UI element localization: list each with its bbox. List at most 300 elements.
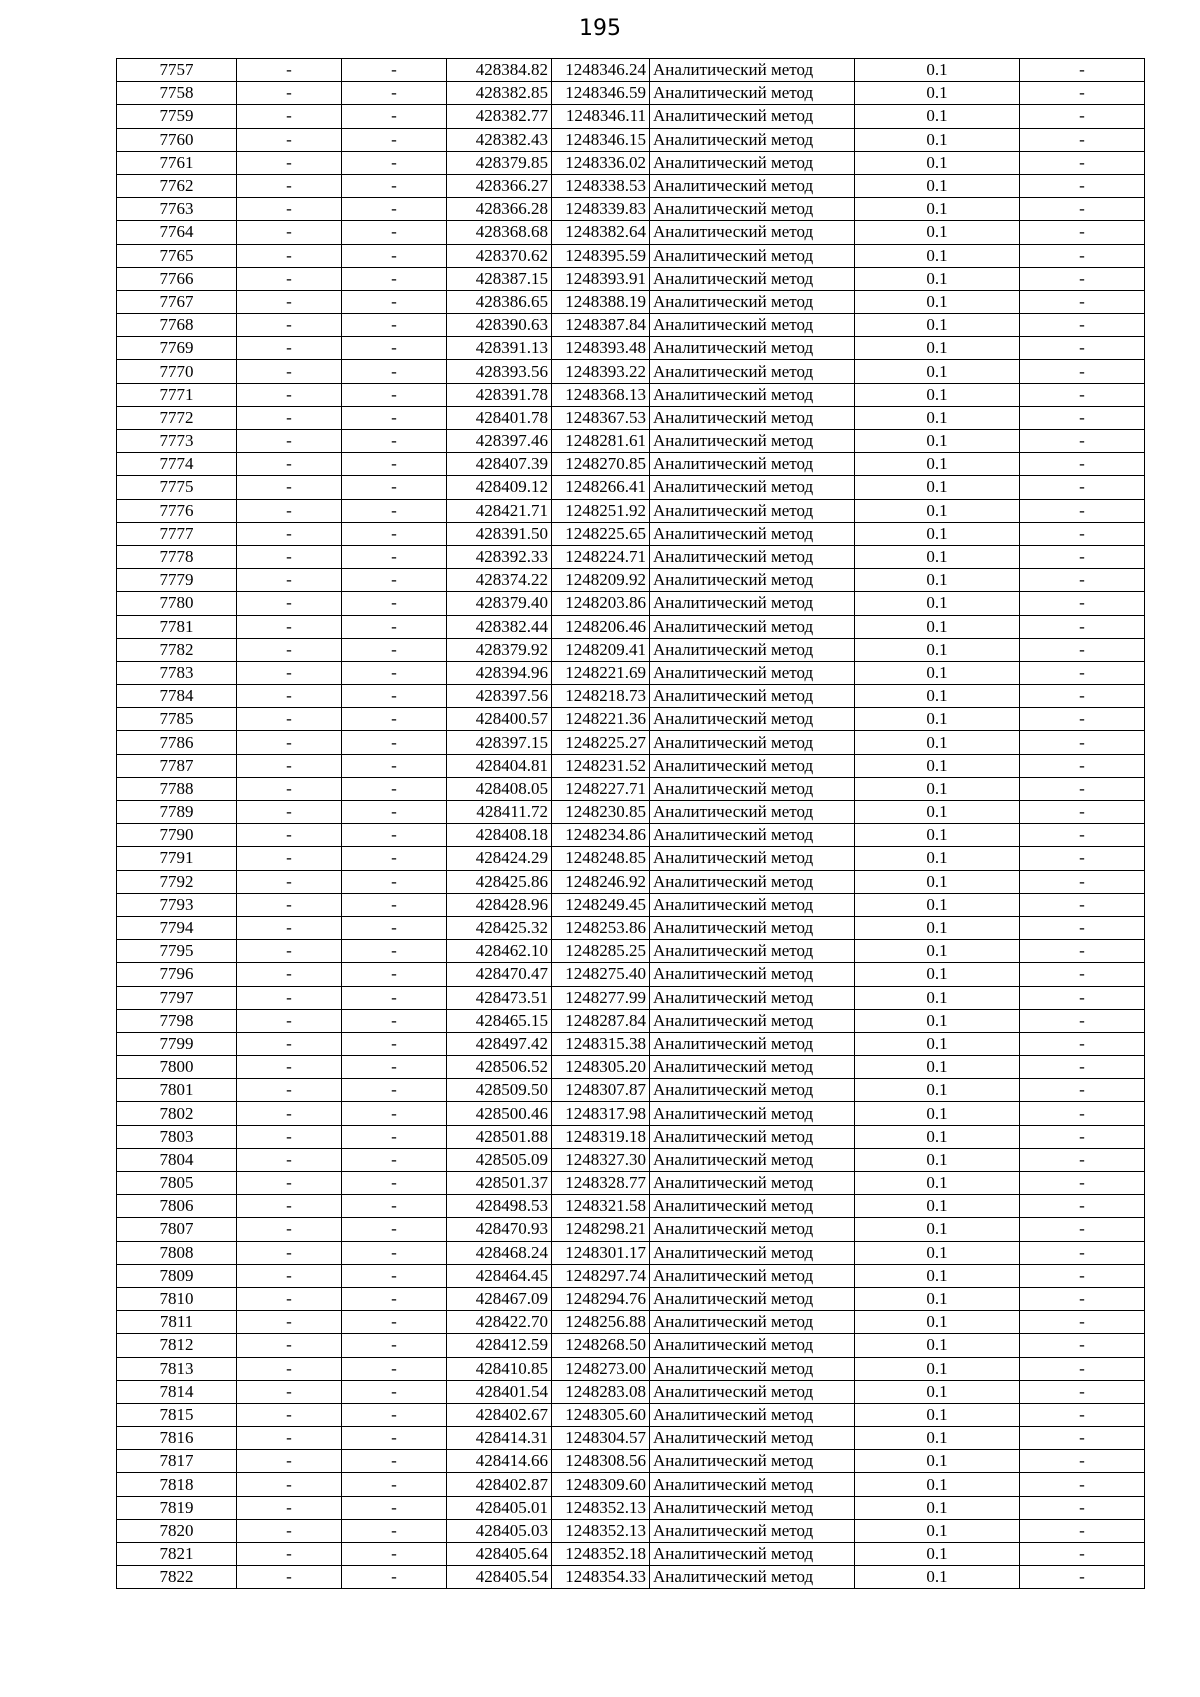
y-coordinate-cell: 1248285.25 xyxy=(552,940,650,963)
accuracy-cell: 0.1 xyxy=(855,1403,1020,1426)
empty-cell-3: - xyxy=(1020,731,1145,754)
x-coordinate-cell: 428405.54 xyxy=(447,1566,552,1589)
point-number-cell: 7763 xyxy=(117,198,237,221)
y-coordinate-cell: 1248231.52 xyxy=(552,754,650,777)
accuracy-cell: 0.1 xyxy=(855,1380,1020,1403)
accuracy-cell: 0.1 xyxy=(855,1032,1020,1055)
empty-cell-2: - xyxy=(342,615,447,638)
table-row xyxy=(117,1264,1145,1287)
y-coordinate-cell: 1248346.15 xyxy=(552,128,650,151)
empty-cell-1: - xyxy=(237,777,342,800)
x-coordinate-cell: 428421.71 xyxy=(447,499,552,522)
empty-cell-3: - xyxy=(1020,1450,1145,1473)
accuracy-cell: 0.1 xyxy=(855,569,1020,592)
method-cell: Аналитический метод xyxy=(650,661,855,684)
table-row xyxy=(117,592,1145,615)
accuracy-cell: 0.1 xyxy=(855,105,1020,128)
x-coordinate-cell: 428407.39 xyxy=(447,453,552,476)
empty-cell-2: - xyxy=(342,1473,447,1496)
x-coordinate-cell: 428386.65 xyxy=(447,290,552,313)
x-coordinate-cell: 428382.77 xyxy=(447,105,552,128)
table-row xyxy=(117,1496,1145,1519)
table-row xyxy=(117,963,1145,986)
y-coordinate-cell: 1248297.74 xyxy=(552,1264,650,1287)
empty-cell-3: - xyxy=(1020,754,1145,777)
x-coordinate-cell: 428500.46 xyxy=(447,1102,552,1125)
accuracy-cell: 0.1 xyxy=(855,1566,1020,1589)
y-coordinate-cell: 1248224.71 xyxy=(552,545,650,568)
x-coordinate-cell: 428384.82 xyxy=(447,59,552,82)
empty-cell-3: - xyxy=(1020,267,1145,290)
empty-cell-2: - xyxy=(342,267,447,290)
method-cell: Аналитический метод xyxy=(650,986,855,1009)
method-cell: Аналитический метод xyxy=(650,337,855,360)
point-number-cell: 7816 xyxy=(117,1427,237,1450)
method-cell: Аналитический метод xyxy=(650,1357,855,1380)
empty-cell-2: - xyxy=(342,1241,447,1264)
empty-cell-1: - xyxy=(237,174,342,197)
table-row xyxy=(117,1056,1145,1079)
method-cell: Аналитический метод xyxy=(650,569,855,592)
x-coordinate-cell: 428392.33 xyxy=(447,545,552,568)
empty-cell-2: - xyxy=(342,1427,447,1450)
empty-cell-1: - xyxy=(237,105,342,128)
empty-cell-3: - xyxy=(1020,337,1145,360)
empty-cell-1: - xyxy=(237,708,342,731)
empty-cell-2: - xyxy=(342,1172,447,1195)
y-coordinate-cell: 1248367.53 xyxy=(552,406,650,429)
x-coordinate-cell: 428509.50 xyxy=(447,1079,552,1102)
empty-cell-1: - xyxy=(237,128,342,151)
accuracy-cell: 0.1 xyxy=(855,174,1020,197)
empty-cell-2: - xyxy=(342,314,447,337)
empty-cell-3: - xyxy=(1020,198,1145,221)
point-number-cell: 7785 xyxy=(117,708,237,731)
point-number-cell: 7762 xyxy=(117,174,237,197)
empty-cell-1: - xyxy=(237,1241,342,1264)
empty-cell-3: - xyxy=(1020,406,1145,429)
accuracy-cell: 0.1 xyxy=(855,244,1020,267)
empty-cell-1: - xyxy=(237,244,342,267)
method-cell: Аналитический метод xyxy=(650,59,855,82)
x-coordinate-cell: 428497.42 xyxy=(447,1032,552,1055)
x-coordinate-cell: 428467.09 xyxy=(447,1287,552,1310)
x-coordinate-cell: 428425.32 xyxy=(447,916,552,939)
table-row xyxy=(117,847,1145,870)
table-row xyxy=(117,545,1145,568)
point-number-cell: 7777 xyxy=(117,522,237,545)
method-cell: Аналитический метод xyxy=(650,1566,855,1589)
accuracy-cell: 0.1 xyxy=(855,801,1020,824)
empty-cell-1: - xyxy=(237,1357,342,1380)
table-row xyxy=(117,360,1145,383)
table-row xyxy=(117,221,1145,244)
x-coordinate-cell: 428470.93 xyxy=(447,1218,552,1241)
accuracy-cell: 0.1 xyxy=(855,1125,1020,1148)
empty-cell-3: - xyxy=(1020,847,1145,870)
accuracy-cell: 0.1 xyxy=(855,1287,1020,1310)
empty-cell-2: - xyxy=(342,1264,447,1287)
method-cell: Аналитический метод xyxy=(650,221,855,244)
empty-cell-2: - xyxy=(342,360,447,383)
method-cell: Аналитический метод xyxy=(650,128,855,151)
empty-cell-3: - xyxy=(1020,522,1145,545)
point-number-cell: 7801 xyxy=(117,1079,237,1102)
accuracy-cell: 0.1 xyxy=(855,1519,1020,1542)
table-row xyxy=(117,383,1145,406)
empty-cell-2: - xyxy=(342,1357,447,1380)
method-cell: Аналитический метод xyxy=(650,685,855,708)
point-number-cell: 7795 xyxy=(117,940,237,963)
empty-cell-3: - xyxy=(1020,1079,1145,1102)
y-coordinate-cell: 1248346.11 xyxy=(552,105,650,128)
accuracy-cell: 0.1 xyxy=(855,430,1020,453)
x-coordinate-cell: 428464.45 xyxy=(447,1264,552,1287)
y-coordinate-cell: 1248277.99 xyxy=(552,986,650,1009)
method-cell: Аналитический метод xyxy=(650,1032,855,1055)
table-row xyxy=(117,1032,1145,1055)
empty-cell-1: - xyxy=(237,1056,342,1079)
method-cell: Аналитический метод xyxy=(650,1102,855,1125)
x-coordinate-cell: 428422.70 xyxy=(447,1311,552,1334)
empty-cell-2: - xyxy=(342,731,447,754)
point-number-cell: 7813 xyxy=(117,1357,237,1380)
x-coordinate-cell: 428379.40 xyxy=(447,592,552,615)
empty-cell-2: - xyxy=(342,244,447,267)
method-cell: Аналитический метод xyxy=(650,638,855,661)
accuracy-cell: 0.1 xyxy=(855,731,1020,754)
empty-cell-1: - xyxy=(237,383,342,406)
table-row xyxy=(117,1566,1145,1589)
point-number-cell: 7775 xyxy=(117,476,237,499)
x-coordinate-cell: 428405.64 xyxy=(447,1543,552,1566)
method-cell: Аналитический метод xyxy=(650,1125,855,1148)
method-cell: Аналитический метод xyxy=(650,592,855,615)
empty-cell-2: - xyxy=(342,569,447,592)
y-coordinate-cell: 1248270.85 xyxy=(552,453,650,476)
accuracy-cell: 0.1 xyxy=(855,545,1020,568)
accuracy-cell: 0.1 xyxy=(855,337,1020,360)
empty-cell-3: - xyxy=(1020,1125,1145,1148)
table-row xyxy=(117,1172,1145,1195)
x-coordinate-cell: 428414.31 xyxy=(447,1427,552,1450)
accuracy-cell: 0.1 xyxy=(855,1334,1020,1357)
table-row xyxy=(117,1148,1145,1171)
empty-cell-1: - xyxy=(237,893,342,916)
method-cell: Аналитический метод xyxy=(650,1380,855,1403)
x-coordinate-cell: 428379.85 xyxy=(447,151,552,174)
point-number-cell: 7807 xyxy=(117,1218,237,1241)
empty-cell-3: - xyxy=(1020,801,1145,824)
x-coordinate-cell: 428405.03 xyxy=(447,1519,552,1542)
empty-cell-3: - xyxy=(1020,777,1145,800)
empty-cell-2: - xyxy=(342,128,447,151)
point-number-cell: 7797 xyxy=(117,986,237,1009)
accuracy-cell: 0.1 xyxy=(855,1496,1020,1519)
method-cell: Аналитический метод xyxy=(650,1056,855,1079)
empty-cell-2: - xyxy=(342,1148,447,1171)
table-row xyxy=(117,685,1145,708)
table-row xyxy=(117,1543,1145,1566)
empty-cell-3: - xyxy=(1020,592,1145,615)
accuracy-cell: 0.1 xyxy=(855,963,1020,986)
method-cell: Аналитический метод xyxy=(650,916,855,939)
empty-cell-2: - xyxy=(342,847,447,870)
accuracy-cell: 0.1 xyxy=(855,615,1020,638)
x-coordinate-cell: 428468.24 xyxy=(447,1241,552,1264)
accuracy-cell: 0.1 xyxy=(855,592,1020,615)
x-coordinate-cell: 428465.15 xyxy=(447,1009,552,1032)
accuracy-cell: 0.1 xyxy=(855,1264,1020,1287)
point-number-cell: 7768 xyxy=(117,314,237,337)
method-cell: Аналитический метод xyxy=(650,476,855,499)
empty-cell-2: - xyxy=(342,963,447,986)
empty-cell-2: - xyxy=(342,430,447,453)
point-number-cell: 7767 xyxy=(117,290,237,313)
point-number-cell: 7806 xyxy=(117,1195,237,1218)
x-coordinate-cell: 428374.22 xyxy=(447,569,552,592)
point-number-cell: 7782 xyxy=(117,638,237,661)
empty-cell-1: - xyxy=(237,406,342,429)
empty-cell-1: - xyxy=(237,731,342,754)
empty-cell-3: - xyxy=(1020,1380,1145,1403)
accuracy-cell: 0.1 xyxy=(855,661,1020,684)
empty-cell-1: - xyxy=(237,198,342,221)
y-coordinate-cell: 1248338.53 xyxy=(552,174,650,197)
table-row xyxy=(117,1380,1145,1403)
y-coordinate-cell: 1248287.84 xyxy=(552,1009,650,1032)
y-coordinate-cell: 1248209.92 xyxy=(552,569,650,592)
table-row xyxy=(117,801,1145,824)
empty-cell-1: - xyxy=(237,1543,342,1566)
empty-cell-1: - xyxy=(237,1427,342,1450)
point-number-cell: 7802 xyxy=(117,1102,237,1125)
y-coordinate-cell: 1248393.91 xyxy=(552,267,650,290)
x-coordinate-cell: 428409.12 xyxy=(447,476,552,499)
accuracy-cell: 0.1 xyxy=(855,290,1020,313)
table-row xyxy=(117,1241,1145,1264)
point-number-cell: 7765 xyxy=(117,244,237,267)
empty-cell-3: - xyxy=(1020,128,1145,151)
empty-cell-3: - xyxy=(1020,870,1145,893)
accuracy-cell: 0.1 xyxy=(855,476,1020,499)
y-coordinate-cell: 1248301.17 xyxy=(552,1241,650,1264)
point-number-cell: 7821 xyxy=(117,1543,237,1566)
x-coordinate-cell: 428501.37 xyxy=(447,1172,552,1195)
empty-cell-1: - xyxy=(237,545,342,568)
empty-cell-3: - xyxy=(1020,1334,1145,1357)
x-coordinate-cell: 428382.44 xyxy=(447,615,552,638)
point-number-cell: 7773 xyxy=(117,430,237,453)
accuracy-cell: 0.1 xyxy=(855,685,1020,708)
empty-cell-3: - xyxy=(1020,1195,1145,1218)
empty-cell-3: - xyxy=(1020,1519,1145,1542)
empty-cell-3: - xyxy=(1020,986,1145,1009)
method-cell: Аналитический метод xyxy=(650,1195,855,1218)
accuracy-cell: 0.1 xyxy=(855,267,1020,290)
empty-cell-1: - xyxy=(237,1566,342,1589)
table-row xyxy=(117,337,1145,360)
empty-cell-3: - xyxy=(1020,105,1145,128)
y-coordinate-cell: 1248305.60 xyxy=(552,1403,650,1426)
point-number-cell: 7764 xyxy=(117,221,237,244)
empty-cell-1: - xyxy=(237,1380,342,1403)
empty-cell-1: - xyxy=(237,1403,342,1426)
empty-cell-3: - xyxy=(1020,1403,1145,1426)
x-coordinate-cell: 428401.54 xyxy=(447,1380,552,1403)
y-coordinate-cell: 1248298.21 xyxy=(552,1218,650,1241)
accuracy-cell: 0.1 xyxy=(855,406,1020,429)
empty-cell-2: - xyxy=(342,151,447,174)
empty-cell-2: - xyxy=(342,453,447,476)
empty-cell-1: - xyxy=(237,522,342,545)
accuracy-cell: 0.1 xyxy=(855,453,1020,476)
point-number-cell: 7799 xyxy=(117,1032,237,1055)
empty-cell-2: - xyxy=(342,1009,447,1032)
x-coordinate-cell: 428498.53 xyxy=(447,1195,552,1218)
x-coordinate-cell: 428414.66 xyxy=(447,1450,552,1473)
empty-cell-1: - xyxy=(237,963,342,986)
point-number-cell: 7793 xyxy=(117,893,237,916)
table-row xyxy=(117,638,1145,661)
y-coordinate-cell: 1248393.48 xyxy=(552,337,650,360)
point-number-cell: 7770 xyxy=(117,360,237,383)
y-coordinate-cell: 1248352.18 xyxy=(552,1543,650,1566)
point-number-cell: 7769 xyxy=(117,337,237,360)
x-coordinate-cell: 428408.18 xyxy=(447,824,552,847)
table-row xyxy=(117,824,1145,847)
empty-cell-2: - xyxy=(342,105,447,128)
point-number-cell: 7788 xyxy=(117,777,237,800)
point-number-cell: 7761 xyxy=(117,151,237,174)
empty-cell-3: - xyxy=(1020,940,1145,963)
method-cell: Аналитический метод xyxy=(650,453,855,476)
y-coordinate-cell: 1248321.58 xyxy=(552,1195,650,1218)
point-number-cell: 7819 xyxy=(117,1496,237,1519)
empty-cell-2: - xyxy=(342,545,447,568)
accuracy-cell: 0.1 xyxy=(855,1473,1020,1496)
point-number-cell: 7760 xyxy=(117,128,237,151)
accuracy-cell: 0.1 xyxy=(855,221,1020,244)
empty-cell-3: - xyxy=(1020,1172,1145,1195)
empty-cell-2: - xyxy=(342,1195,447,1218)
method-cell: Аналитический метод xyxy=(650,82,855,105)
empty-cell-2: - xyxy=(342,986,447,1009)
empty-cell-2: - xyxy=(342,1566,447,1589)
empty-cell-2: - xyxy=(342,1125,447,1148)
table-row xyxy=(117,1450,1145,1473)
empty-cell-3: - xyxy=(1020,1543,1145,1566)
point-number-cell: 7812 xyxy=(117,1334,237,1357)
y-coordinate-cell: 1248307.87 xyxy=(552,1079,650,1102)
empty-cell-2: - xyxy=(342,198,447,221)
empty-cell-3: - xyxy=(1020,1102,1145,1125)
empty-cell-3: - xyxy=(1020,430,1145,453)
empty-cell-1: - xyxy=(237,986,342,1009)
x-coordinate-cell: 428501.88 xyxy=(447,1125,552,1148)
point-number-cell: 7759 xyxy=(117,105,237,128)
y-coordinate-cell: 1248315.38 xyxy=(552,1032,650,1055)
method-cell: Аналитический метод xyxy=(650,1543,855,1566)
point-number-cell: 7792 xyxy=(117,870,237,893)
empty-cell-3: - xyxy=(1020,916,1145,939)
y-coordinate-cell: 1248203.86 xyxy=(552,592,650,615)
table-row xyxy=(117,267,1145,290)
accuracy-cell: 0.1 xyxy=(855,847,1020,870)
y-coordinate-cell: 1248281.61 xyxy=(552,430,650,453)
method-cell: Аналитический метод xyxy=(650,754,855,777)
y-coordinate-cell: 1248317.98 xyxy=(552,1102,650,1125)
accuracy-cell: 0.1 xyxy=(855,522,1020,545)
empty-cell-1: - xyxy=(237,685,342,708)
empty-cell-3: - xyxy=(1020,1311,1145,1334)
table-row xyxy=(117,916,1145,939)
empty-cell-1: - xyxy=(237,615,342,638)
point-number-cell: 7804 xyxy=(117,1148,237,1171)
empty-cell-2: - xyxy=(342,1102,447,1125)
x-coordinate-cell: 428424.29 xyxy=(447,847,552,870)
empty-cell-1: - xyxy=(237,360,342,383)
table-row xyxy=(117,1427,1145,1450)
y-coordinate-cell: 1248249.45 xyxy=(552,893,650,916)
x-coordinate-cell: 428405.01 xyxy=(447,1496,552,1519)
empty-cell-1: - xyxy=(237,1334,342,1357)
point-number-cell: 7781 xyxy=(117,615,237,638)
empty-cell-3: - xyxy=(1020,963,1145,986)
x-coordinate-cell: 428404.81 xyxy=(447,754,552,777)
y-coordinate-cell: 1248368.13 xyxy=(552,383,650,406)
point-number-cell: 7814 xyxy=(117,1380,237,1403)
table-row xyxy=(117,105,1145,128)
x-coordinate-cell: 428382.43 xyxy=(447,128,552,151)
x-coordinate-cell: 428462.10 xyxy=(447,940,552,963)
empty-cell-1: - xyxy=(237,592,342,615)
empty-cell-2: - xyxy=(342,592,447,615)
method-cell: Аналитический метод xyxy=(650,801,855,824)
empty-cell-3: - xyxy=(1020,383,1145,406)
y-coordinate-cell: 1248227.71 xyxy=(552,777,650,800)
x-coordinate-cell: 428391.78 xyxy=(447,383,552,406)
x-coordinate-cell: 428402.87 xyxy=(447,1473,552,1496)
y-coordinate-cell: 1248327.30 xyxy=(552,1148,650,1171)
empty-cell-3: - xyxy=(1020,893,1145,916)
table-row xyxy=(117,615,1145,638)
x-coordinate-cell: 428505.09 xyxy=(447,1148,552,1171)
empty-cell-1: - xyxy=(237,82,342,105)
table-row xyxy=(117,708,1145,731)
empty-cell-3: - xyxy=(1020,1009,1145,1032)
accuracy-cell: 0.1 xyxy=(855,1009,1020,1032)
y-coordinate-cell: 1248328.77 xyxy=(552,1172,650,1195)
table-row xyxy=(117,522,1145,545)
point-number-cell: 7771 xyxy=(117,383,237,406)
x-coordinate-cell: 428387.15 xyxy=(447,267,552,290)
table-row xyxy=(117,59,1145,82)
coordinates-table xyxy=(116,58,1145,1589)
accuracy-cell: 0.1 xyxy=(855,1148,1020,1171)
method-cell: Аналитический метод xyxy=(650,105,855,128)
point-number-cell: 7774 xyxy=(117,453,237,476)
method-cell: Аналитический метод xyxy=(650,824,855,847)
x-coordinate-cell: 428470.47 xyxy=(447,963,552,986)
x-coordinate-cell: 428397.56 xyxy=(447,685,552,708)
point-number-cell: 7818 xyxy=(117,1473,237,1496)
x-coordinate-cell: 428390.63 xyxy=(447,314,552,337)
y-coordinate-cell: 1248336.02 xyxy=(552,151,650,174)
empty-cell-3: - xyxy=(1020,685,1145,708)
empty-cell-3: - xyxy=(1020,1473,1145,1496)
y-coordinate-cell: 1248248.85 xyxy=(552,847,650,870)
